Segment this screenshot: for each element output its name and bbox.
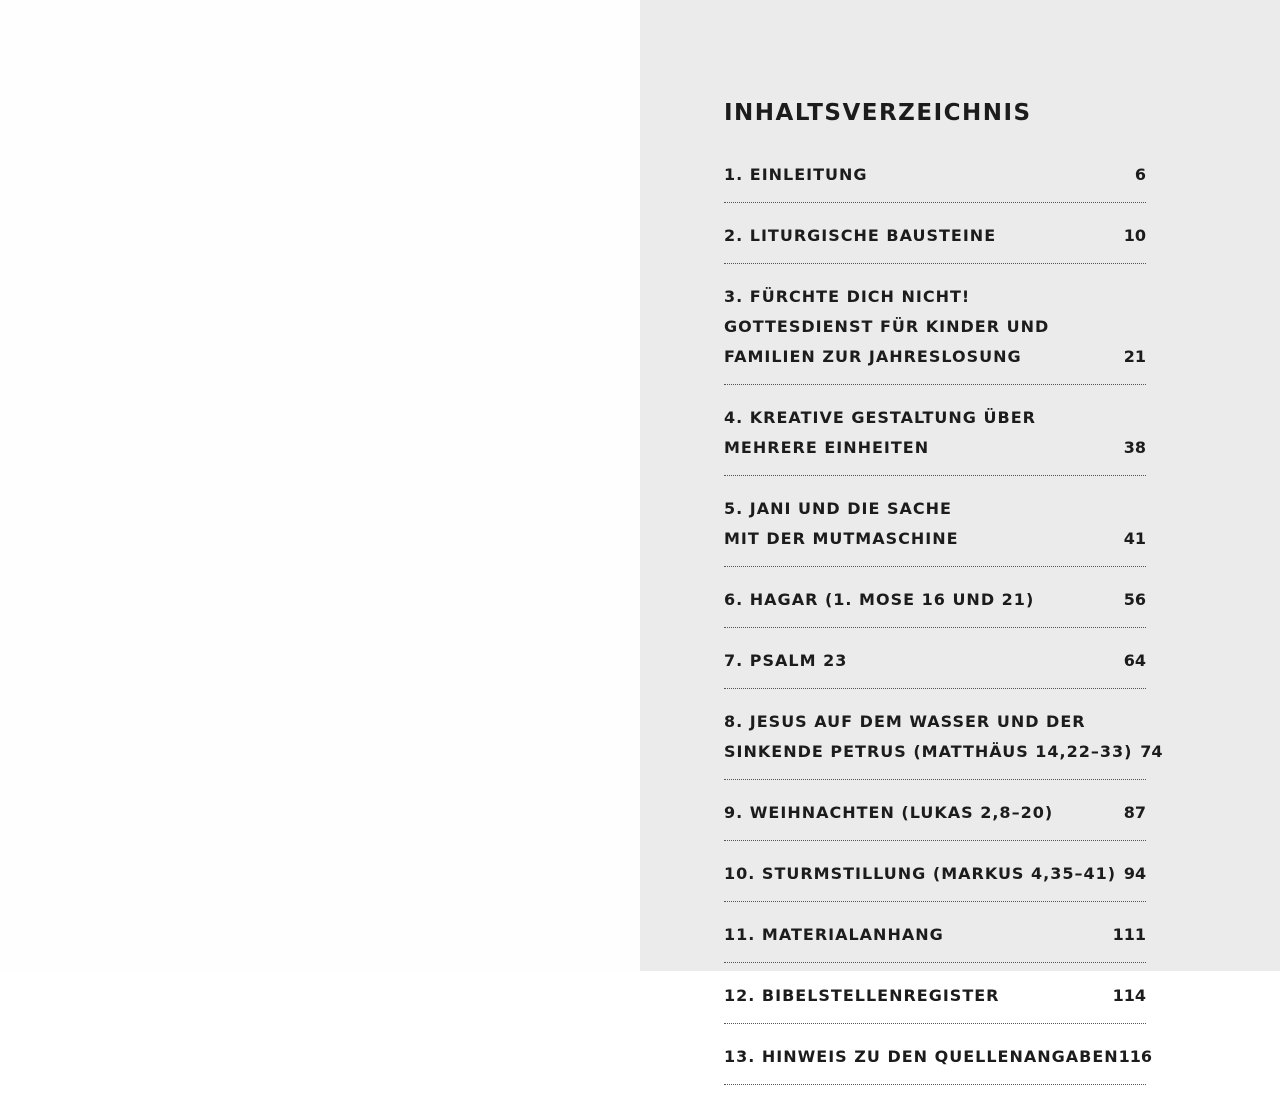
toc-entry bbox=[724, 160, 1146, 203]
right-page bbox=[640, 0, 1280, 1066]
toc-entry-line: 11. MATERIALANHANG bbox=[724, 925, 944, 944]
toc-entry-line: 3. FÜRCHTE DICH NICHT! bbox=[724, 287, 971, 306]
toc-entry-line: MEHRERE EINHEITEN bbox=[724, 438, 930, 457]
toc-entry bbox=[724, 790, 1146, 841]
toc-entry bbox=[724, 851, 1146, 902]
toc-entry-page-number: 21 bbox=[1123, 347, 1146, 366]
toc-entry-page-number: 64 bbox=[1123, 651, 1146, 670]
toc-entry-title bbox=[724, 403, 1036, 463]
toc-entry-page-number: 111 bbox=[1112, 925, 1146, 944]
toc-entry-line: 4. KREATIVE GESTALTUNG ÜBER bbox=[724, 408, 1036, 427]
toc-entry-title bbox=[724, 646, 847, 676]
toc-entry-page-number: 6 bbox=[1134, 165, 1146, 184]
toc-entry-page-number: 41 bbox=[1123, 529, 1146, 548]
toc-entry-page-number: 114 bbox=[1112, 986, 1146, 1005]
toc-entry-page-number: 10 bbox=[1123, 226, 1146, 245]
toc-entry-line: MIT DER MUTMASCHINE bbox=[724, 529, 959, 548]
toc-entry-title bbox=[724, 798, 1053, 828]
toc-title: INHALTSVERZEICHNIS bbox=[724, 100, 1032, 126]
toc-entry-line: 12. BIBELSTELLENREGISTER bbox=[724, 986, 1000, 1005]
toc-entry-line: 2. LITURGISCHE BAUSTEINE bbox=[724, 226, 997, 245]
toc-entry-page-number: 38 bbox=[1123, 438, 1146, 457]
left-page bbox=[0, 0, 640, 971]
toc-list bbox=[724, 160, 1163, 1085]
toc-entry-title bbox=[724, 920, 944, 950]
toc-entry bbox=[724, 638, 1146, 689]
toc-entry bbox=[724, 912, 1146, 963]
toc-entry-line: 8. JESUS AUF DEM WASSER UND DER bbox=[724, 712, 1086, 731]
toc-entry-title bbox=[724, 707, 1132, 767]
toc-entry-line: 7. PSALM 23 bbox=[724, 651, 848, 670]
toc-entry bbox=[724, 486, 1146, 567]
toc-entry-title bbox=[724, 160, 868, 190]
toc-entry bbox=[724, 577, 1146, 628]
toc-entry-title bbox=[724, 221, 996, 251]
toc-entry-line: 9. WEIHNACHTEN (LUKAS 2,8–20) bbox=[724, 803, 1054, 822]
toc-entry bbox=[724, 973, 1146, 1024]
toc-entry bbox=[724, 1034, 1153, 1085]
toc-entry bbox=[724, 213, 1146, 264]
toc-entry-page-number: 87 bbox=[1123, 803, 1146, 822]
toc-entry-line: GOTTESDIENST FÜR KINDER UND bbox=[724, 317, 1050, 336]
toc-entry-line: SINKENDE PETRUS (MATTHÄUS 14,22–33) bbox=[724, 742, 1133, 761]
toc-entry-title bbox=[724, 282, 1049, 372]
toc-entry-title bbox=[724, 981, 999, 1011]
toc-entry-title bbox=[724, 585, 1034, 615]
toc-entry-title bbox=[724, 859, 1116, 889]
toc-entry bbox=[724, 699, 1163, 780]
toc-entry bbox=[724, 274, 1146, 385]
toc-entry-line: 6. HAGAR (1. MOSE 16 UND 21) bbox=[724, 590, 1035, 609]
table-of-contents bbox=[724, 100, 1163, 1095]
toc-entry-page-number: 94 bbox=[1123, 864, 1147, 883]
toc-entry-title bbox=[724, 1042, 1119, 1072]
toc-entry-line: 13. HINWEIS ZU DEN QUELLENANGABEN bbox=[724, 1047, 1119, 1066]
toc-entry bbox=[724, 395, 1146, 476]
toc-entry-page-number: 56 bbox=[1123, 590, 1146, 609]
toc-entry-line: FAMILIEN ZUR JAHRESLOSUNG bbox=[724, 347, 1022, 366]
toc-entry-title bbox=[724, 494, 959, 554]
toc-entry-page-number: 116 bbox=[1118, 1047, 1153, 1066]
toc-entry-page-number: 74 bbox=[1140, 742, 1163, 761]
toc-entry-line: 10. STURMSTILLUNG (MARKUS 4,35–41) bbox=[724, 864, 1117, 883]
toc-entry-line: 5. JANI UND DIE SACHE bbox=[724, 499, 952, 518]
toc-entry-line: 1. EINLEITUNG bbox=[724, 165, 868, 184]
